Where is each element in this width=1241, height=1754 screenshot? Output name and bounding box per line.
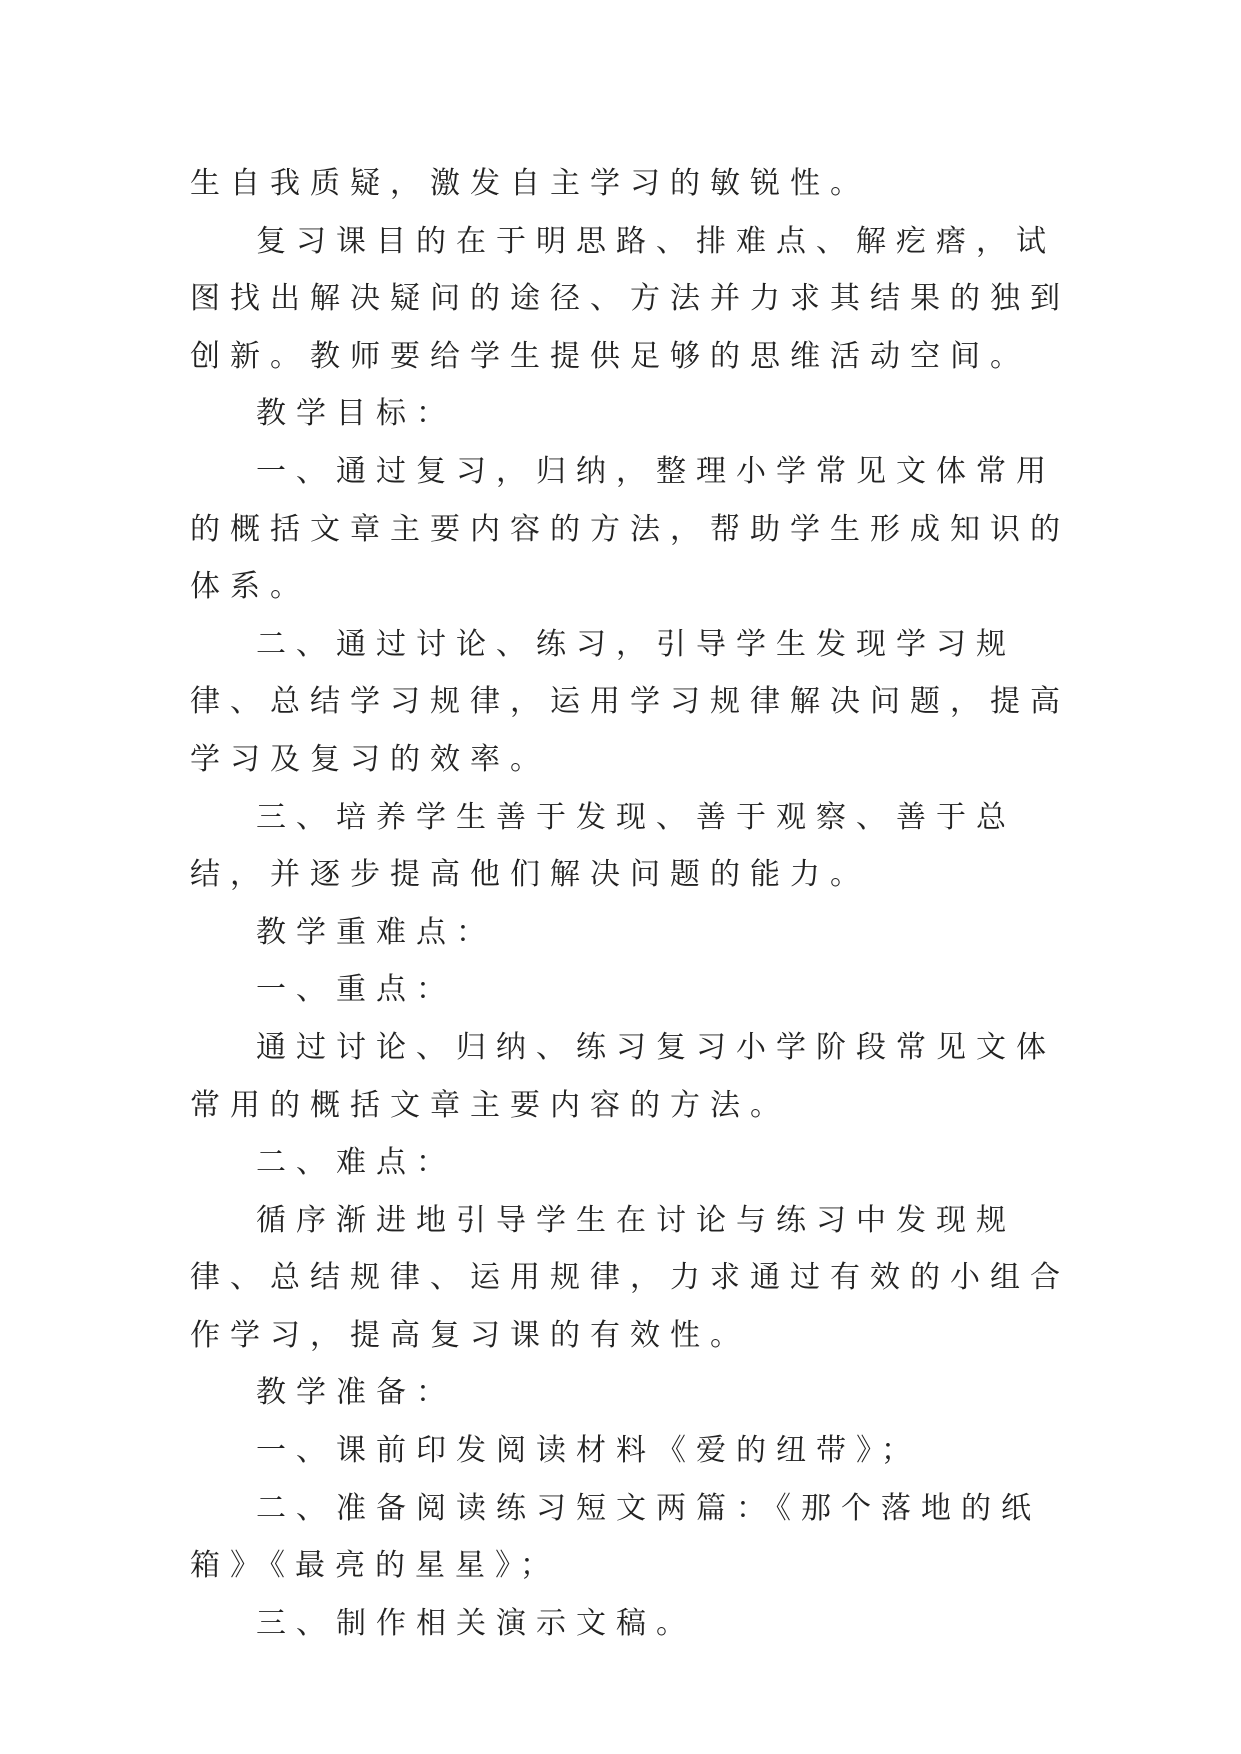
subheading-difficult-point: 二、难点： [256,1145,456,1181]
paragraph-2: 复习课目的在于明思路、排难点、解疙瘩，试图找出解决疑问的途径、方法并力求其结果的独到创新。教师要给学生提供足够的思维活动空间。 [190,223,1070,374]
document-body [190,155,1070,1652]
section-heading-teaching-goals: 教学目标： [256,396,456,432]
goal-item-2: 二、通过讨论、练习，引导学生发现学习规律、总结学习规律，运用学习规律解决问题，提高学习及复习的效率。 [190,626,1070,777]
section-heading-key-difficult-points: 教学重难点： [256,914,496,950]
difficult-point-text: 循序渐进地引导学生在讨论与练习中发现规律、总结规律、运用规律，力求通过有效的小组合作学习，提高复习课的有效性。 [190,1202,1070,1353]
goal-item-3: 三、培养学生善于发现、善于观察、善于总结，并逐步提高他们解决问题的能力。 [190,799,1016,893]
section-heading-preparation: 教学准备： [256,1375,456,1411]
goal-item-1: 一、通过复习，归纳，整理小学常见文体常用的概括文章主要内容的方法，帮助学生形成知识的体系。 [190,453,1070,605]
key-point-text: 通过讨论、归纳、练习复习小学阶段常见文体常用的概括文章主要内容的方法。 [190,1029,1056,1123]
preparation-item-3: 三、制作相关演示文稿。 [256,1605,696,1641]
paragraph-1: 生自我质疑，激发自主学习的敏锐性。 [190,166,870,201]
preparation-item-2: 二、准备阅读练习短文两篇：《那个落地的纸箱》《最亮的星星》； [190,1490,1041,1584]
subheading-key-point: 一、重点： [256,972,456,1008]
preparation-item-1: 一、课前印发阅读材料《爱的纽带》； [256,1433,921,1469]
